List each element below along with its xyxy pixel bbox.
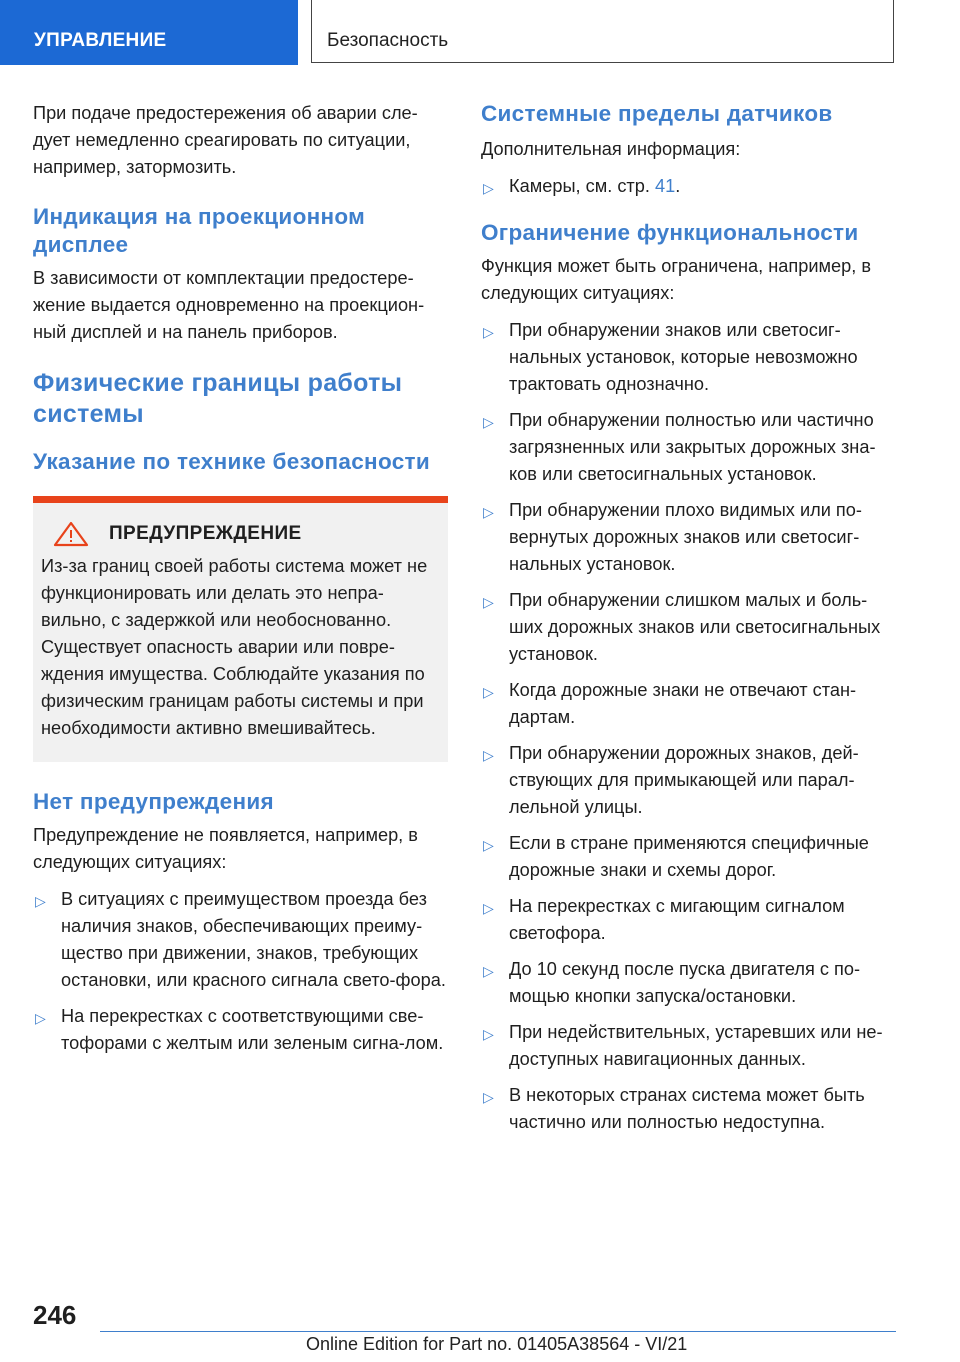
list-item: ▷ При обнаружении знаков или светосиг-нальных установок, которые невозможно трактовать однозначно.: [483, 320, 858, 394]
list-item: ▷ Камеры, см. стр. 41.: [481, 173, 899, 200]
hud-paragraph: В зависимости от комплектации предостере-жение выдается одновременно на проекцион-ный дисплей и на панель приборов.: [33, 268, 425, 342]
heading-function-limits: Ограничение функциональности: [481, 220, 859, 245]
page-link[interactable]: 41: [654, 176, 676, 196]
bullet-triangle-icon: ▷: [483, 900, 494, 916]
list-item: ▷ В ситуациях с преимуществом проезда без наличия знаков, обеспечивающих преиму-щество при движении, знаков, требующих остановки, или красного сигнала свето-фора.: [35, 889, 446, 990]
section-title: УПРАВЛЕНИЕ: [34, 30, 167, 51]
heading-safety: Указание по технике безопасности: [33, 449, 430, 474]
page-number: 246: [33, 1300, 77, 1330]
no-warning-paragraph: Предупреждение не появляется, например, в следующих ситуациях:: [33, 825, 418, 872]
bullet-triangle-icon: ▷: [483, 684, 494, 700]
no-warning-list: [33, 886, 448, 1057]
sensors-list: [481, 173, 899, 200]
bullet-triangle-icon: ▷: [483, 504, 494, 520]
bullet-triangle-icon: ▷: [483, 747, 494, 763]
heading-no-warning: Нет предупреждения: [33, 789, 274, 814]
list-item: ▷ При недействительных, устаревших или не-доступных навигационных данных.: [483, 1022, 883, 1069]
topic-tab: [311, 0, 894, 63]
footer-divider: [100, 1331, 896, 1332]
list-item: ▷ При обнаружении дорожных знаков, дей-ствующих для примыкающей или парал-лельной улицы.: [483, 743, 859, 817]
heading-sensors: Системные пределы датчиков: [481, 101, 833, 126]
bullet-triangle-icon: ▷: [483, 414, 494, 430]
bullet-triangle-icon: ▷: [35, 893, 46, 909]
list-item: ▷ При обнаружении слишком малых и боль-ших дорожных знаков или светосигнальных установок.: [483, 590, 881, 664]
footer-edition: Online Edition for Part no. 01405A38564 - VI/21: [306, 1334, 688, 1354]
bullet-triangle-icon: ▷: [483, 1089, 494, 1105]
function-paragraph: Функция может быть ограничена, например, в следующих ситуациях:: [481, 256, 872, 303]
bullet-triangle-icon: ▷: [483, 837, 494, 853]
heading-hud: Индикация на проекционном дисплее: [33, 204, 366, 257]
list-item: ▷ Если в стране применяются специфичные дорожные знаки и схемы дорог.: [483, 833, 869, 880]
sensors-paragraph: Дополнительная информация:: [481, 139, 741, 159]
warning-box: [33, 496, 448, 762]
section-tab: [0, 0, 298, 65]
list-item: ▷ При обнаружении плохо видимых или по-вернутых дорожных знаков или светосиг-нальных установок.: [483, 500, 862, 574]
bullet-triangle-icon: ▷: [483, 324, 494, 340]
warning-triangle-icon: [53, 521, 89, 547]
bullet-triangle-icon: ▷: [483, 1026, 494, 1042]
intro-paragraph: При подаче предостережения об аварии сле-дует немедленно среагировать по ситуации, например, затормозить.: [33, 103, 418, 177]
list-item: ▷ При обнаружении полностью или частично загрязненных или закрытых дорожных зна-ков или светосигнальных установок.: [483, 410, 876, 484]
list-item: ▷ До 10 секунд после пуска двигателя с по-мощью кнопки запуска/остановки.: [483, 959, 861, 1006]
list-item: ▷ На перекрестках с соответствующими све-тофорами с желтым или зеленым сигна-лом.: [35, 1006, 444, 1053]
left-column: [33, 100, 448, 1066]
warning-text: Из-за границ своей работы система может не функционировать или делать это непра-вильно, с задержкой или необоснованно. Существует опасность аварии или повре-ждения имущества. Соблюдайте указания по физическим границам работы системы и при необходимости активно вмешивайтесь.: [41, 556, 428, 738]
bullet-triangle-icon: ▷: [483, 594, 494, 610]
bullet-triangle-icon: ▷: [483, 180, 494, 196]
bullet-triangle-icon: ▷: [483, 963, 494, 979]
function-list: [481, 317, 899, 1136]
list-item: ▷ На перекрестках с мигающим сигналом светофора.: [483, 896, 845, 943]
list-item: ▷ Когда дорожные знаки не отвечают стан-дартам.: [483, 680, 857, 727]
right-column: [481, 100, 899, 1145]
list-item: ▷ В некоторых странах система может быть частично или полностью недоступна.: [483, 1085, 865, 1132]
bullet-triangle-icon: ▷: [35, 1010, 46, 1026]
heading-limits: Физические границы работы системы: [33, 369, 403, 428]
topic-title: Безопасность: [327, 30, 449, 51]
warning-title: ПРЕДУПРЕЖДЕНИЕ: [109, 523, 302, 544]
